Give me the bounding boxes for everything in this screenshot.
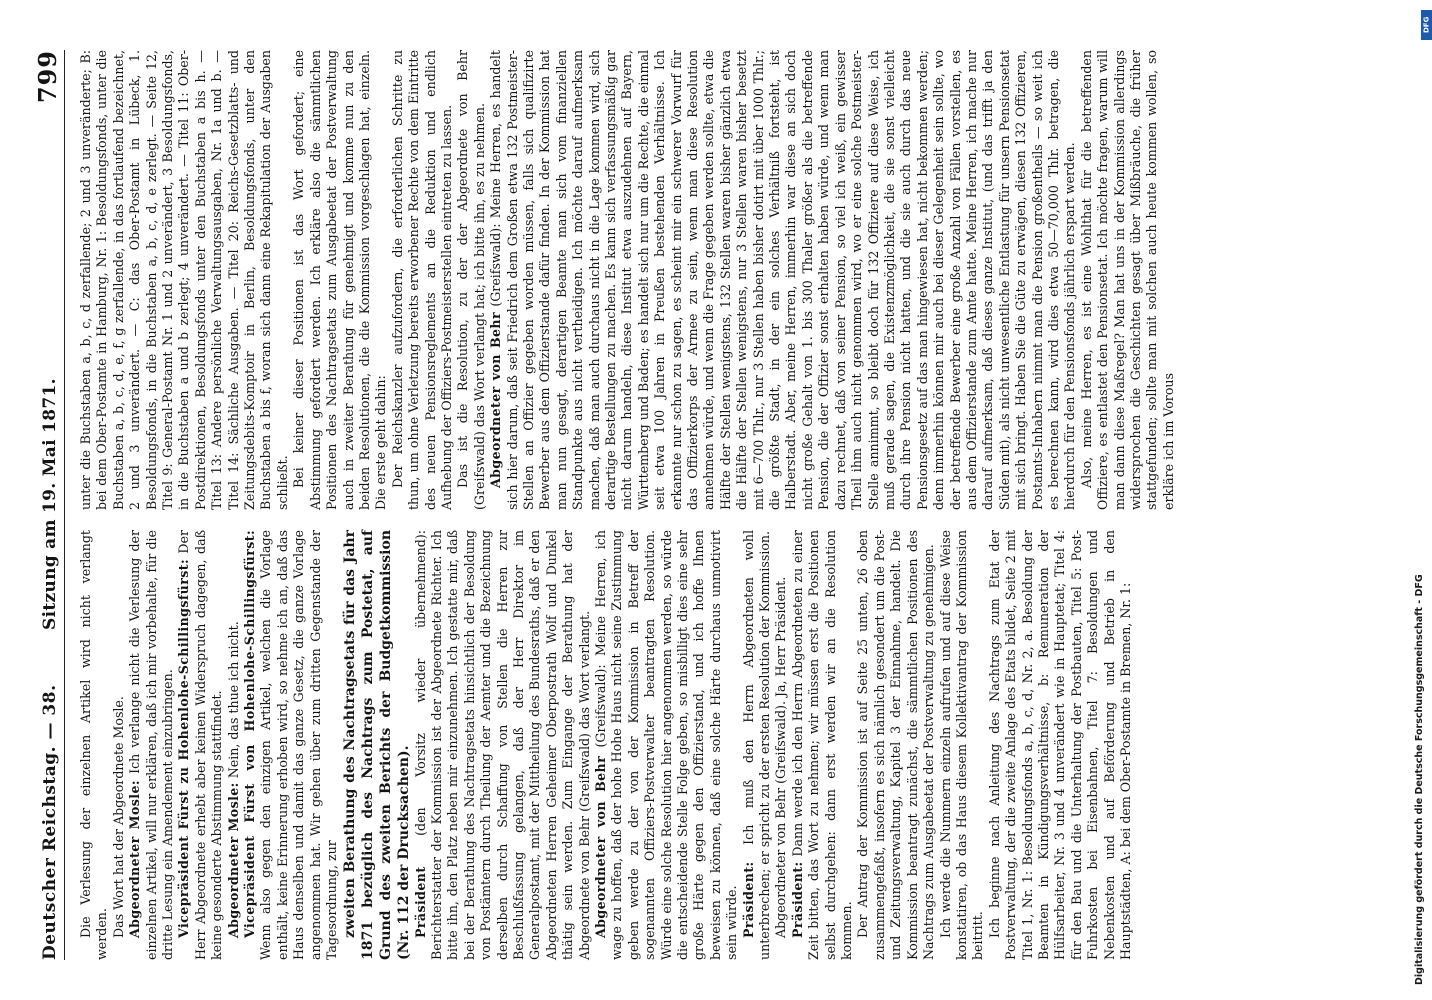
- paragraph-text: Bei keiner dieser Positionen ist das Wort gefordert; eine Abstimmung gefordert werden. Ich erkläre also die sämmtlichen Positionen des Nachtragsetats zum Ausgabeetat der Postverwaltung auch in zweiter Berathung für genehmigt und komme nun zu den beiden Resolutionen, die die Kommission vorgeschlagen hat, einzeln. Die erste geht dahin:: [291, 50, 389, 510]
- session-date: Sitzung am 19. Mai 1871.: [40, 378, 60, 630]
- paragraph-text: Wenn also gegen den einzigen Artikel, welchen die Vorlage enthält, keine Erinnerung erhoben wird, so nehme ich an, daß das Haus denselben und damit das ganze Gesetz, die ganze Vorlage angenommen hat. Wir gehen über zum dritten Gegenstande der Tagesordnung, zur: [258, 530, 340, 960]
- paragraph-text: Dann werde ich den Herrn Abgeordneten zu einer Zeit bitten, das Wort zu nehmen; wir müssen erst die Positionen selbst durchgehen: dann erst werden wir an die Resolution kommen.: [789, 530, 855, 960]
- paragraph-text: unter die Buchstaben a, b, c, d zerfallende; 2 und 3 unveränderte; B: bei dem Ober-Postamte in Hamburg, Nr. 1: Besoldungsfonds, unter die Buchstaben a, b, c, d, e, f, g zerfallende, in das fortlaufend bezeichnet, 2 und 3 unverändert. — C: das Ober-Postamt in Lübeck, 1. Besoldungsfonds, in die Buchstaben a, b, c, d, e zerlegt. — Seite 12, Titel 9: General-Postamt Nr. 1 und 2 unverändert, 3 Besoldungsfonds, in die Buchstaben a und b zerlegt; 4 unverändert. — Titel 11: Ober-Postdirektionen, Besoldungsfonds unter den Buchstaben a bis h. — Titel 13: Andere persönliche Verwaltungsausgaben, Nr. 1a und b. — Titel 14: Sächliche Ausgaben. — Titel 20: Reichs-Gesetzblatts- und Zeitungsdebits-Komptoir in Berlin, Besoldungsfonds, unter den Buchstaben a bis f, woran sich dann eine Rekapitulation der Ausgaben schließt.: [78, 50, 290, 510]
- paragraph-text: (Greifswald): Meine Herren, es handelt sich hier darum, daß seit Friedrich dem Großen etwa 132 Postmeister-Stellen an Offizier gegeben worden müssen, falls sich qualifizirte Bewerber aus dem Offizierstande dafür finden. In der Kommission hat man nun gesagt, derartigen Beamte man sich vom finanziellen Standpunkte aus nicht vertheidigen. Ich möchte darauf aufmerksam machen, daß man auch durchaus nicht in die Lage kommen wird, sich derartige Bestellungen zu machen. Es kann sich verfassungsmäßig gar nicht darum handeln, diese Institut etwa auszudehnen auf Bayern, Württemberg und Baden; es handelt sich nur um die Rechte, die einmal seit etwa 100 Jahren in Preußen bestehenden Verhältnisse. Ich erkannte nur schon zu sagen, es scheint mir ein schwerer Vorwurf für das Offizierkorps der Armee zu sein, wenn man diese Resolution annehmen würde, und wenn die Frage gegeben werden sollte, etwa die Hälfte der Stellen wenigstens, 132 Stellen waren bisher gänzlich etwa die Hälfte der Stellen wenigstens, nur 3 Stellen waren bisher besetzt mit 6—700 Thlr., nur 3 Stellen haben bisher dotirt mit über 1000 Thlr.; die größte Stadt, in der ein solches Verhältniß fortsteht, ist Halberstadt. Aber, meine Herren, immerhin war diese an sich doch nicht große Gehalt von 1. bis 300 Thaler größer als die betreffende Pension, die der Offizier sonst erhalten haben würde, und wenn man dazu rechnet, daß von seiner Pension, so viel ich weiß, ein gewisser Theil ihm auch nicht genommen wird, wo er eine solche Postmeister-Stelle annimmt, so bleibt doch für 132 Offiziere auf diese Weise, ich muß gerade sagen, die Existenzmöglichkeit, die sie sonst vielleicht durch ihre Pension nicht hatten, und die sie auch durch das neue Pensionsgesetz auf das man hingewiesen hat, nicht bekommen werden; denn immerhin können mir auch bei dieser Gelegenheit sein sollte, wo der betreffende Bewerber eine große Anzahl von Fällen vorstellen, es aus dem Offizierstande zum Amte hatte. Meine Herren, ich mache nur darauf aufmerksam, daß dieses ganze Institut, (und das trifft ja den Süden mit), als nicht unwesentliche Entlastung für unsern Pensionsetat mit sich bringt. Haben Sie die Güte zu erwägen, diesen 132 Offizieren, Postamts-Inhabern nimmt man die Pension großentheils — so weit ich es berechnen kann, wird dies etwa 50—70,000 Thlr. betragen, die hierdurch für den Pensionsfonds jährlich erspart werden.: [488, 50, 1078, 510]
- paragraph: [790, 530, 856, 960]
- speaker-name: Präsident:: [789, 861, 805, 938]
- paragraph: [413, 530, 593, 960]
- speaker-name: Vicepräsident Fürst von Hohenlohe-Schillingsfürst:: [242, 530, 258, 938]
- running-title: Deutscher Reichstag. — 38.: [40, 684, 60, 960]
- speaker-name: Abgeordneter von Behr: [592, 755, 608, 938]
- text-column-right: [78, 50, 1177, 510]
- paragraph: [226, 530, 242, 960]
- paragraph-text: Nein, das thue ich nicht.: [225, 621, 241, 779]
- paragraph: [855, 530, 937, 960]
- paragraph: [488, 50, 1079, 510]
- paragraph-text: Also, meine Herren, es ist eine Wohlthat für die betreffenden Offiziere, es entlastet den Pensionsetat. Ich möchte fragen, warum will man dann diese Maßregel? Man hat uns in der Kommission allerdings widersprochen die Geschichten gesagt über Mißbräuche, die früher stattgefunden; sollte man mit solchen auch heute kommen wollen, so erkläre ich im Vorous: [1078, 50, 1176, 510]
- paragraph-text: Das ist die Resolution, zu der der Abgeordnete von Behr (Greifswald) das Wort verlangt hat; ich bitte ihn, es zu nehmen.: [455, 50, 487, 510]
- speaker-name: Präsident:: [740, 861, 756, 938]
- paragraph-text: (Greifswald): Meine Herren, ich wage zu hoffen, daß der hohe Hohe Haus nicht seine Zustimmung geben werde zu der von der Kommission in Betreff der sogenannten Offiziers-Postverwalter beantragten Resolution. Würde eine solche Resolution hier angenommen werden, so würde die entscheidende Stelle Folge geben, so misbilligt dies eine sehr große Härte gegen den Offizierstand, und ich hoffe Ihnen beweisen zu können, daß eine solche Härte durchaus unmotivirt sein würde.: [592, 530, 740, 960]
- paragraph: [242, 530, 340, 960]
- paragraph-text: Ich werde die Nummern einzeln aufrufen und auf diese Weise konstatiren, ob das Haus diesem Kollektivantrag der Kommission beitritt.: [937, 530, 986, 960]
- paragraph: [773, 530, 789, 960]
- paragraph-text: Das Wort hat der Abgeordnete Mosle.: [110, 696, 126, 938]
- speaker-name: Abgeordneter von Behr: [488, 312, 504, 488]
- page-header: [30, 50, 65, 960]
- agenda-heading: zweiten Berathung des Nachtragsetats für das Jahr 1871 bezüglich des Nachtrags zum Postetat, auf Grund des zweiten Berichts der Budgetkommission (Nr. 112 der Drucksachen).: [341, 530, 412, 960]
- digitization-credit: Digitalisierung gefördert durch die Deutsche Forschungsgemeinschaft - DFG: [1414, 574, 1425, 985]
- paragraph: [987, 530, 1135, 960]
- paragraph-text: (den Vorsitz wieder übernehmend): Berichterstatter der Kommission ist der Abgeordnete Richter. Ich bitte ihn, den Platz neben mir einzunehmen. Ich gestatte mir, daß bei der Berathung des Nachtragsetats hinsichtlich der Besoldung von Postämtern durch Theilung der Aemter und die Bezeichnung derselben durch Schaffung von Stellen die Herren zur Beschlußfassung gelangen, daß der Herr Direktor im Generalpostamt, mit der Mittheilung des Bundesraths, daß er den Abgeordneten Herren Geheimer Oberpostrath Wolf und Dunkel thätig sein werden. Zum Eingange der Berathung hat der Abgeordnete von Behr (Greifswald) das Wort verlangt.: [412, 530, 592, 960]
- paragraph-text: Der Reichskanzler aufzufordern, die erforderlichen Schritte zu thun, um ohne Verletzung bereits erworbener Rechte von dem Eintritte des neuen Pensionsreglements an die Reduktion und endlich Aufhebung der Offiziers-Postmeisterstellen eintreten zu lassen.: [389, 50, 454, 510]
- paragraph: [176, 530, 225, 960]
- paragraph-text: Die Verlesung der einzelnen Artikel wird nicht verlangt werden.: [78, 530, 110, 960]
- paragraph: [78, 530, 111, 960]
- paragraph: [291, 50, 389, 510]
- speaker-name: Abgeordneter Mosle:: [127, 780, 143, 938]
- paragraph-text: Der Antrag der Kommission ist auf Seite 25 unten, 26 oben zusammengefaßt, insofern es sich nämlich gesondert um die Post- und Zeitungsverwaltung, Kapitel 3 der Einnahme, handelt. Die Kommission beantragt zunächst, die sämmtlichen Positionen des Nachtrags zum Ausgabeetat der Postverwaltung zu genehmigen.: [855, 530, 937, 960]
- paragraph: [455, 50, 488, 510]
- paragraph: [741, 530, 774, 960]
- speaker-name: Vicepräsident Fürst zu Hohenlohe-Schillingsfürst:: [176, 558, 192, 938]
- paragraph-text: Ich beginne nach Anleitung des Nachtrags zum Etat der Postverwaltung, der die zweite Anlage des Etats bildet, Seite 2 mit Titel 1, Nr. 1: Besoldungsfonds a, b, c, d, Nr. 2, a. Besoldung der Beamten in Kündigungsverhältnisse, b: Remuneration der Hülfsarbeiter, Nr. 3 und 4 unverändert wie in Hauptetat; Titel 4: für den Bau und die Unterhaltung der Postbauten, Titel 5: Post-Fuhrkosten bei Eisenbahnen, Titel 7: Besoldungen und Nebenkosten und auf Beförderung und Betrieb in den Hauptstädten, A: bei dem Ober-Postamte in Bremen, Nr. 1:: [986, 530, 1133, 960]
- paragraph: [127, 530, 176, 960]
- paragraph: [78, 50, 291, 510]
- text-column-left: [78, 530, 1134, 960]
- paragraph: [938, 530, 987, 960]
- paragraph: [593, 530, 741, 960]
- paragraph-text: Ich muß den Herrn Abgeordneten wohl unterbrechen; er spricht zu der ersten Resolution der Kommission.: [740, 530, 773, 960]
- paragraph-text: Ich verlange nicht die Verlesung der einzelnen Artikel, will nur erklären, daß ich mir vorbehalte, für die dritte Lesung ein Amendement einzubringen.: [127, 530, 176, 960]
- speaker-name: Abgeordneter Mosle:: [225, 782, 241, 938]
- paragraph: [390, 50, 456, 510]
- paragraph-text: Der Herr Abgeordnete erhebt aber keinen Widerspruch dagegen, daß keine gesonderte Abstimmung stattfindet.: [176, 530, 225, 960]
- page-number: 799: [33, 50, 62, 104]
- speaker-name: Präsident: [412, 866, 428, 938]
- paragraph: [1079, 50, 1177, 510]
- paragraph: [111, 530, 127, 960]
- paragraph-text: Abgeordneter von Behr (Greifswald). Ja, Herr Präsident.: [773, 576, 789, 938]
- dfg-logo: DFG: [1421, 10, 1432, 40]
